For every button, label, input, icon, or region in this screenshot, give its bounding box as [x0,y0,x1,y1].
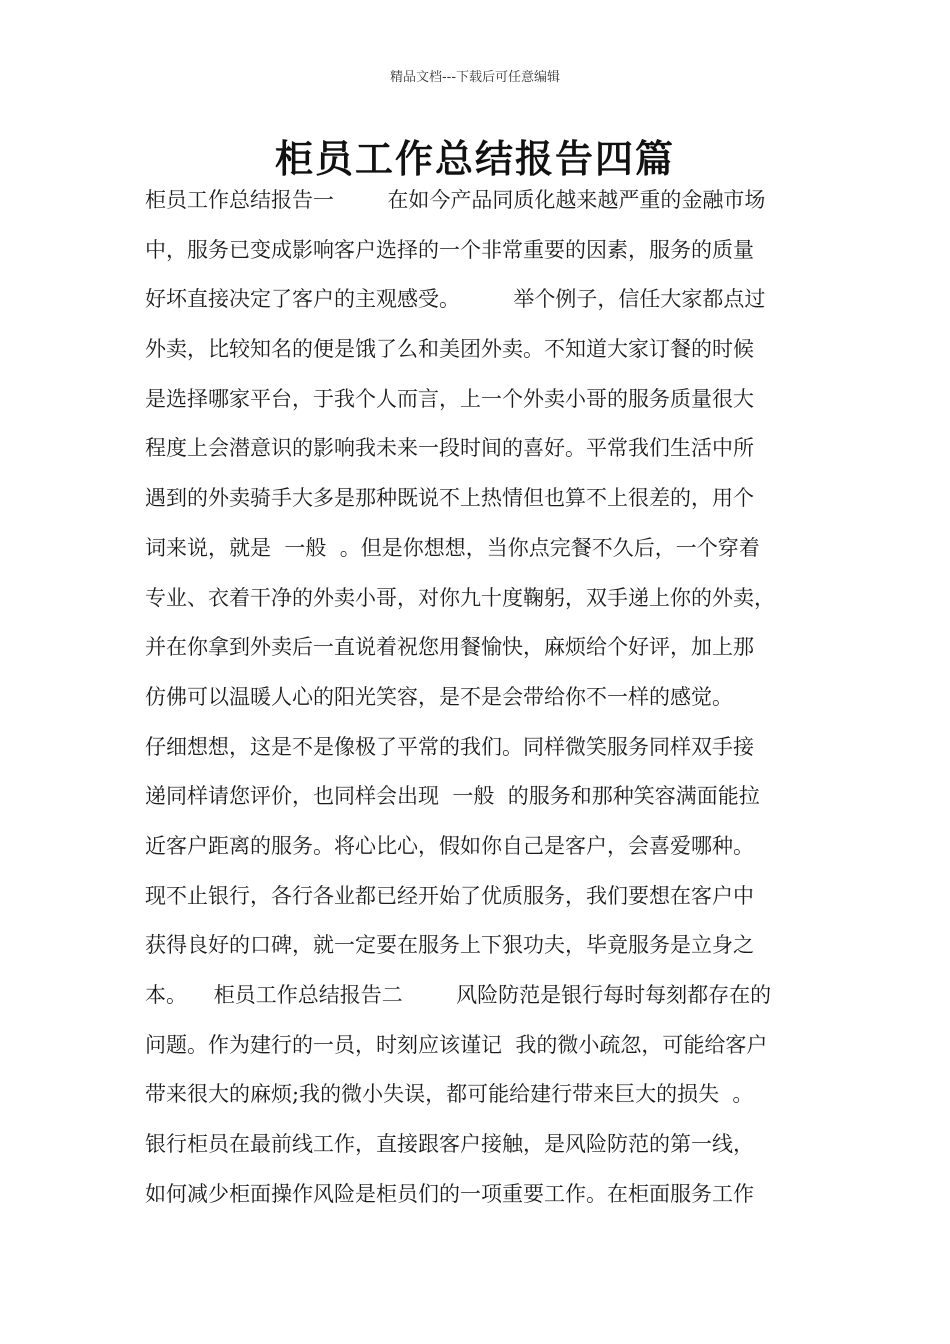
text-line: 外卖，比较知名的便是饿了么和美团外卖。不知道大家订餐的时候 [145,337,754,362]
text-line: 仿佛可以温暖人心的阳光笑容，是不是会带给你不一样的感觉。 [145,684,733,709]
text-line: 问题。作为建行的一员，时刻应该谨记 我的微小疏忽，可能给客户 [145,1032,768,1057]
text-line: 仔细想想，这是不是像极了平常的我们。同样微笑服务同样双手接 [145,734,754,759]
text-line: 词来说，就是 一般 。但是你想想，当你点完餐不久后，一个穿着 [145,535,760,560]
text-line: 专业、衣着干净的外卖小哥，对你九十度鞠躬，双手递上你的外卖， [145,585,775,610]
body-text [145,180,825,1223]
text-line: 现不止银行，各行各业都已经开始了优质服务，我们要想在客户中 [145,883,754,908]
text-line: 并在你拿到外卖后一直说着祝您用餐愉快，麻烦给个好评，加上那 [145,635,754,660]
text-line: 获得良好的口碑，就一定要在服务上下狠功夫，毕竟服务是立身之 [145,933,754,958]
text-line: 本。 柜员工作总结报告二 风险防范是银行每时每刻都存在的 [145,983,772,1007]
text-line: 递同样请您评价，也同样会出现 一般 的服务和那种笑容满面能拉 [145,784,760,809]
text-line: 银行柜员在最前线工作，直接跟客户接触，是风险防范的第一线， [145,1132,754,1157]
text-line: 如何减少柜面操作风险是柜员们的一项重要工作。在柜面服务工作 [145,1181,754,1206]
header-note: 精品文档---下载后可任意编辑 [389,70,561,85]
text-line: 遇到的外卖骑手大多是那种既说不上热情但也算不上很差的，用个 [145,486,754,511]
text-line: 好坏直接决定了客户的主观感受。 举个例子，信任大家都点过 [145,287,766,312]
text-line: 是选择哪家平台，于我个人而言，上一个外卖小哥的服务质量很大 [145,386,754,411]
document-title: 柜员工作总结报告四篇 [274,137,675,181]
text-line: 近客户距离的服务。将心比心，假如你自己是客户，会喜爱哪种。 [145,833,754,858]
text-line: 带来很大的麻烦;我的微小失误，都可能给建行带来巨大的损失 。 [145,1082,754,1107]
text-line: 中，服务已变成影响客户选择的一个非常重要的因素，服务的质量 [145,237,754,262]
text-line: 程度上会潜意识的影响我未来一段时间的喜好。平常我们生活中所 [145,436,754,461]
text-line: 柜员工作总结报告一 在如今产品同质化越来越严重的金融市场 [145,188,766,212]
